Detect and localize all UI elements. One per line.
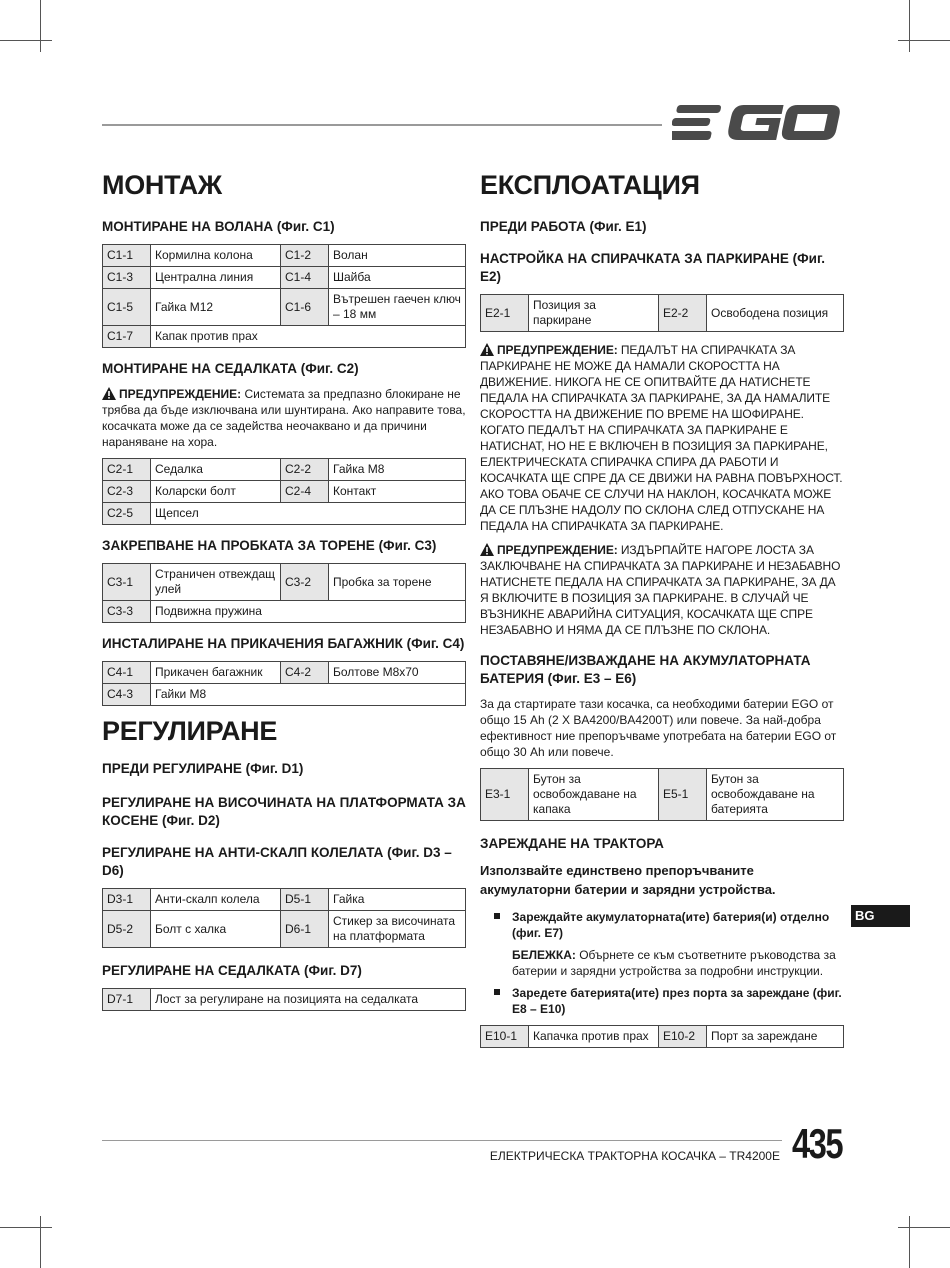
part-code: E2-2 [659, 295, 707, 332]
part-desc: Позиция за паркиране [529, 295, 659, 332]
part-code: C1-6 [281, 289, 329, 326]
part-code: D5-1 [281, 889, 329, 911]
part-code: D7-1 [103, 989, 151, 1011]
part-code: C4-1 [103, 662, 151, 684]
hitch-title: ИНСТАЛИРАНЕ НА ПРИКАЧЕНИЯ БАГАЖНИК (Фиг. C4) [102, 636, 465, 651]
part-desc: Шайба [329, 267, 466, 289]
part-desc: Капачка против прах [529, 1026, 659, 1048]
part-desc: Централна линия [151, 267, 281, 289]
header-rule [102, 124, 662, 126]
table-row [481, 295, 844, 332]
part-code: C1-5 [103, 289, 151, 326]
part-code: C4-2 [281, 662, 329, 684]
plug-table [102, 563, 466, 623]
warning-icon [480, 343, 494, 356]
seat-table [102, 458, 466, 525]
part-code: C1-4 [281, 267, 329, 289]
crop-mark [909, 0, 910, 52]
battery-table [480, 768, 844, 821]
page-number: 435 [792, 1120, 842, 1167]
crop-mark [40, 0, 41, 52]
crop-mark [898, 40, 950, 41]
plug-title: ЗАКРЕПВАНЕ НА ПРОБКАТА ЗА ТОРЕНЕ (Фиг. C3) [102, 538, 437, 553]
table-row [103, 662, 466, 684]
part-desc: Гайки M8 [151, 684, 466, 706]
part-desc: Гайка [329, 889, 466, 911]
table-row [103, 601, 466, 623]
right-column [480, 168, 844, 1056]
part-code: C2-1 [103, 459, 151, 481]
part-code: C2-4 [281, 481, 329, 503]
table-row [103, 459, 466, 481]
part-code: E3-1 [481, 769, 529, 821]
bullet-title: Зареждайте акумулаторната(ите) батерия(и) отделно (фиг. E7) [512, 910, 830, 940]
antiscalp-table [102, 888, 466, 948]
antiscalp-title: РЕГУЛИРАНЕ НА АНТИ-СКАЛП КОЛЕЛАТА (Фиг. D3 – D6) [102, 845, 452, 878]
charging-table [480, 1025, 844, 1048]
part-code: C1-7 [103, 326, 151, 348]
part-code: C1-1 [103, 245, 151, 267]
seat-adjust-table [102, 988, 466, 1011]
part-code: E10-2 [659, 1026, 707, 1048]
part-desc: Подвижна пружина [151, 601, 466, 623]
table-row [103, 326, 466, 348]
table-row [103, 481, 466, 503]
part-desc: Коларски болт [151, 481, 281, 503]
footer-product-name: ЕЛЕКТРИЧЕСКА ТРАКТОРНА КОСАЧКА – TR4200E [489, 1149, 780, 1163]
part-desc: Страничен отвеждащ улей [151, 564, 281, 601]
table-row [103, 989, 466, 1011]
charging-note [512, 947, 844, 979]
part-code: C2-3 [103, 481, 151, 503]
part-desc: Пробка за торене [329, 564, 466, 601]
before-work-title: ПРЕДИ РАБОТА (Фиг. E1) [480, 219, 647, 234]
warning-icon [102, 387, 116, 400]
part-desc: Седалка [151, 459, 281, 481]
warning-text: ПЕДАЛЪТ НА СПИРАЧКАТА ЗА ПАРКИРАНЕ НЕ МОЖЕ ДА НАМАЛИ СКОРОСТТА НА ДВИЖЕНИЕ. НИКОГА НЕ СЕ ОПИТВАЙТЕ ДА НАТИСНЕТЕ ПЕДАЛА НА СПИРАЧКАТА ЗА ПАРКИРАНЕ, ЗА ДА НАМАЛИТЕ СКОРОСТТА НА ДВИЖЕНИЕ ПО ВРЕМЕ НА ШОФИРАНЕ. КОГАТО ПЕДАЛЪТ НА СПИРАЧКАТА ЗА ПАРКИРАНЕ Е НАТИСНАТ, НО НЕ Е ВКЛЮЧЕН В ПОЗИЦИЯ ЗА ПАРКИРАНЕ, ЕЛЕКТРИЧЕСКАТА СПИРАЧКА СПИРА ДА РАБОТИ И КОСАЧКАТА ЩЕ СПРЕ ДА СЕ ДВИЖИ НА РАВНА ПОВЪРХНОСТ. АКО ТОВА ОБАЧЕ СЕ СЛУЧИ НА НАКЛОН, КОСАЧКАТА МОЖЕ ДА СЕ ПЛЪЗНЕ НАДОЛУ ПО СКЛОНА СЛЕД ОТПУСКАНЕ НА ПЕДАЛА НА СПИРАЧКАТА ЗА ПАРКИРАНЕ. [480, 343, 843, 533]
parking-warning-1 [480, 342, 844, 534]
part-desc: Щепсел [151, 503, 466, 525]
part-desc: Кормилна колона [151, 245, 281, 267]
crop-mark [0, 1227, 52, 1228]
part-desc: Прикачен багажник [151, 662, 281, 684]
part-code: C2-5 [103, 503, 151, 525]
table-row [103, 267, 466, 289]
table-row [103, 911, 466, 948]
charging-title: ЗАРЕЖДАНЕ НА ТРАКТОРА [480, 836, 664, 851]
seat-title: МОНТИРАНЕ НА СЕДАЛКАТА (Фиг. C2) [102, 361, 359, 376]
part-desc: Болтове M8x70 [329, 662, 466, 684]
section-title-adjust: РЕГУЛИРАНЕ [102, 716, 278, 746]
warning-icon [480, 543, 494, 556]
table-row [103, 564, 466, 601]
before-adjust-title: ПРЕДИ РЕГУЛИРАНЕ (Фиг. D1) [102, 761, 304, 776]
table-row [103, 503, 466, 525]
crop-mark [909, 1216, 910, 1268]
crop-mark [40, 1216, 41, 1268]
part-desc: Лост за регулиране на позицията на седалката [151, 989, 466, 1011]
list-item [480, 909, 844, 979]
warning-text: Системата за предпазно блокиране не трябва да бъде изключвана или шунтирана. Ако направите това, косачката може да се задейства неочаквано и да причини нараняване на хора. [102, 387, 466, 449]
part-desc: Гайка M8 [329, 459, 466, 481]
part-code: E10-1 [481, 1026, 529, 1048]
parking-warning-2 [480, 542, 844, 638]
table-row [481, 1026, 844, 1048]
steering-title: МОНТИРАНЕ НА ВОЛАНА (Фиг. C1) [102, 219, 335, 234]
bullet-icon [494, 913, 500, 919]
section-title-montazh: МОНТАЖ [102, 170, 222, 200]
note-text: Обърнете се към съответните ръководства за батерии и зарядни устройства за подробни инструкции. [512, 948, 836, 978]
charging-list [480, 909, 844, 1017]
table-row [103, 684, 466, 706]
warning-label: ПРЕДУПРЕЖДЕНИЕ: [497, 343, 618, 357]
crop-mark [0, 40, 52, 41]
seat-warning [102, 386, 466, 450]
table-row [481, 769, 844, 821]
left-column [102, 168, 466, 1019]
part-code: C4-3 [103, 684, 151, 706]
part-code: C3-3 [103, 601, 151, 623]
part-code: C2-2 [281, 459, 329, 481]
note-label: БЕЛЕЖКА: [512, 948, 576, 962]
part-code: C3-2 [281, 564, 329, 601]
battery-title: ПОСТАВЯНЕ/ИЗВАЖДАНЕ НА АКУМУЛАТОРНАТА БАТЕРИЯ (Фиг. E3 – E6) [480, 653, 811, 686]
part-desc: Контакт [329, 481, 466, 503]
crop-mark [898, 1227, 950, 1228]
part-code: D5-2 [103, 911, 151, 948]
hitch-table [102, 661, 466, 706]
deck-height-title: РЕГУЛИРАНЕ НА ВИСОЧИНАТА НА ПЛАТФОРМАТА ЗА КОСЕНЕ (Фиг. D2) [102, 795, 466, 828]
table-row [103, 245, 466, 267]
part-code: C3-1 [103, 564, 151, 601]
footer-rule [102, 1140, 782, 1141]
section-title-operation: ЕКСПЛОАТАЦИЯ [480, 170, 700, 200]
warning-label: ПРЕДУПРЕЖДЕНИЕ: [119, 387, 242, 401]
table-row [103, 889, 466, 911]
part-code: D6-1 [281, 911, 329, 948]
part-desc: Стикер за височината на платформата [329, 911, 466, 948]
part-code: D3-1 [103, 889, 151, 911]
language-badge: BG [851, 905, 910, 927]
part-code: E2-1 [481, 295, 529, 332]
bullet-title: Заредете батерията(ите) през порта за зареждане (фиг. E8 – E10) [512, 986, 842, 1016]
part-desc: Бутон за освобождаване на батерията [707, 769, 844, 821]
part-code: C1-2 [281, 245, 329, 267]
battery-text: За да стартирате тази косачка, са необходими батерии EGO от общо 15 Ah (2 X BA4200/BA4200T) или повече. За най-добра ефективност ние препоръчваме употребата на батерии EGO от общо 30 Ah или повече. [480, 697, 837, 759]
part-desc: Капак против прах [151, 326, 466, 348]
parking-title: НАСТРОЙКА НА СПИРАЧКАТА ЗА ПАРКИРАНЕ (Фиг. E2) [480, 251, 826, 284]
seat-adjust-title: РЕГУЛИРАНЕ НА СЕДАЛКАТА (Фиг. D7) [102, 963, 362, 978]
list-item [480, 985, 844, 1017]
part-desc: Вътрешен гаечен ключ – 18 мм [329, 289, 466, 326]
steering-table [102, 244, 466, 348]
part-desc: Бутон за освобождаване на капака [529, 769, 659, 821]
parking-table [480, 294, 844, 332]
part-desc: Освободена позиция [707, 295, 844, 332]
part-desc: Волан [329, 245, 466, 267]
part-desc: Болт с халка [151, 911, 281, 948]
part-desc: Анти-скалп колела [151, 889, 281, 911]
part-desc: Порт за зареждане [707, 1026, 844, 1048]
charging-intro: Използвайте единствено препоръчваните акумулаторни батерии и зарядни устройства. [480, 863, 776, 897]
part-code: C1-3 [103, 267, 151, 289]
warning-text: ИЗДЪРПАЙТЕ НАГОРЕ ЛОСТА ЗА ЗАКЛЮЧВАНЕ НА СПИРАЧКАТА ЗА ПАРКИРАНЕ И НЕЗАБАВНО НАТИСНЕТЕ ПЕДАЛА НА СПИРАЧКАТА ЗА ПАРКИРАНЕ, ЗА ДА Я ВКЛЮЧИТЕ В ПОЗИЦИЯ ЗА ПАРКИРАНЕ. В СЛУЧАЙ ЧЕ ВЪЗНИКНЕ АВАРИЙНА СИТУАЦИЯ, КОСАЧКАТА ЩЕ СПРЕ НЕЗАБАВНО И НЯМА ДА СЕ ПЛЪЗНЕ ПО СКЛОНА. [480, 543, 841, 637]
part-desc: Гайка M12 [151, 289, 281, 326]
part-code: E5-1 [659, 769, 707, 821]
bullet-icon [494, 989, 500, 995]
warning-label: ПРЕДУПРЕЖДЕНИЕ: [497, 543, 618, 557]
ego-logo [672, 103, 844, 143]
table-row [103, 289, 466, 326]
